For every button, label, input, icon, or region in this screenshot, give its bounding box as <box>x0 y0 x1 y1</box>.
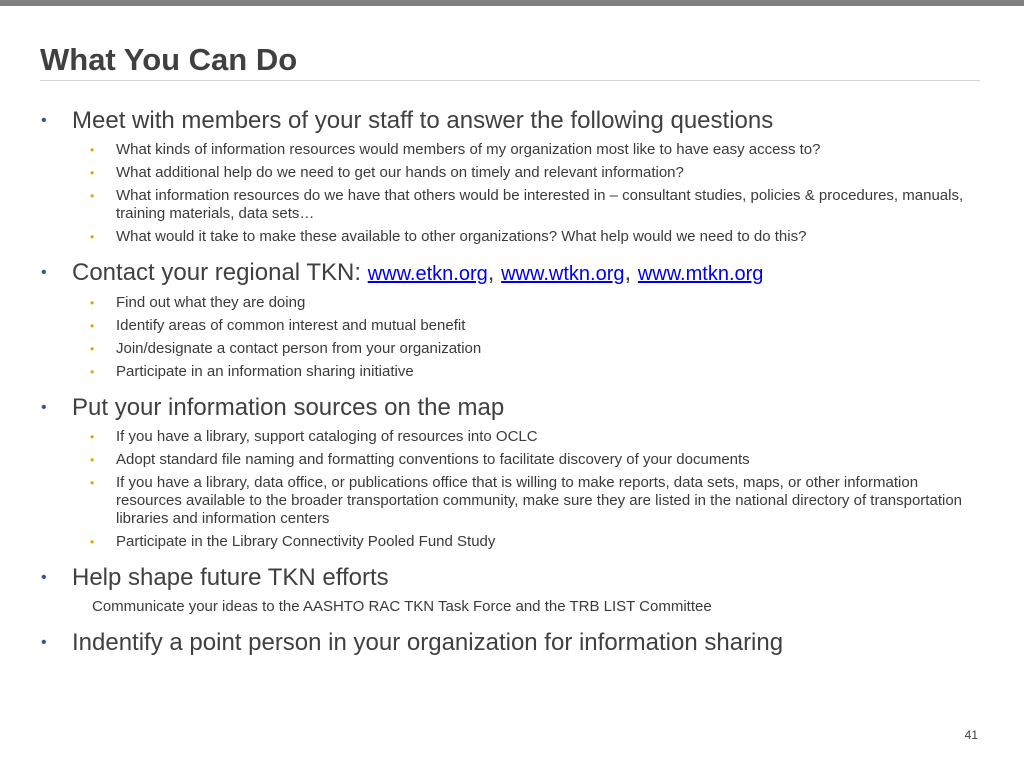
slide-title: What You Can Do <box>40 42 298 77</box>
bullet-icon: • <box>90 453 95 467</box>
sub-bullet <box>40 533 980 551</box>
sub-bullet-text: Adopt standard file naming and formatting conventions to facilitate discovery of your documents <box>116 451 750 468</box>
bullet-text: Contact your regional TKN: <box>72 259 368 286</box>
sub-bullet <box>40 451 980 469</box>
sub-bullet <box>40 474 980 528</box>
sub-bullet <box>40 428 980 446</box>
link-etkn[interactable]: www.etkn.org <box>367 263 488 285</box>
bullet-icon: • <box>41 264 47 281</box>
sub-bullet-text: If you have a library, data office, or publications office that is willing to make reports, data sets, maps, or other information resources available to the broader transportation community, make sure they are listed in the national directory of transportation libraries and information centers <box>116 474 962 527</box>
sub-bullet <box>40 164 980 182</box>
sub-bullet <box>40 187 980 223</box>
sub-note: Communicate your ideas to the AASHTO RAC TKN Task Force and the TRB LIST Committee <box>92 598 712 615</box>
bullet-put-sources-on-map <box>40 393 980 423</box>
bullet-icon: • <box>41 569 47 586</box>
bullet-icon: • <box>90 319 95 333</box>
bullet-help-shape-tkn <box>40 563 980 593</box>
bullet-text: Meet with members of your staff to answer the following questions <box>72 107 774 134</box>
bullet-icon: • <box>41 399 47 416</box>
bullet-point-person <box>40 628 980 658</box>
sub-bullet <box>40 294 980 312</box>
bullet-icon: • <box>90 535 95 549</box>
bullet-icon: • <box>90 166 95 180</box>
sub-bullet-text: Identify areas of common interest and mutual benefit <box>116 317 466 334</box>
link-wtkn[interactable]: www.wtkn.org <box>501 263 625 285</box>
bullet-icon: • <box>90 476 95 490</box>
bullet-text: Help shape future TKN efforts <box>72 564 389 591</box>
sub-bullet-text: What would it take to make these available to other organizations? What help would we need to do this? <box>116 228 807 245</box>
bullet-icon: • <box>90 296 95 310</box>
title-divider <box>40 80 980 81</box>
sub-bullet-text: Participate in the Library Connectivity Pooled Fund Study <box>116 533 496 550</box>
bullet-text: Put your information sources on the map <box>72 394 505 421</box>
link-mtkn[interactable]: www.mtkn.org <box>637 263 764 285</box>
page-number: 41 <box>964 728 978 742</box>
sub-bullet-text: What kinds of information resources would members of my organization most like to have easy access to? <box>116 141 821 158</box>
sub-bullet-text: What information resources do we have that others would be interested in – consultant studies, policies & procedures, manuals, training materials, data sets… <box>116 187 964 222</box>
bullet-icon: • <box>90 365 95 379</box>
bullet-icon: • <box>90 189 95 203</box>
sub-bullet-text: Find out what they are doing <box>116 294 306 311</box>
sub-bullet <box>40 317 980 335</box>
bullet-icon: • <box>41 634 47 651</box>
sub-bullet-text: Join/designate a contact person from your organization <box>116 340 482 357</box>
bullet-icon: • <box>90 230 95 244</box>
sub-bullet <box>40 363 980 381</box>
bullet-meet-staff <box>40 106 980 136</box>
bullet-icon: • <box>90 143 95 157</box>
sub-bullet <box>40 228 980 246</box>
sub-bullet-text: Participate in an information sharing initiative <box>116 363 414 380</box>
sub-bullet <box>40 141 980 159</box>
sub-bullet-text: What additional help do we need to get our hands on timely and relevant information? <box>116 164 684 181</box>
bullet-contact-tkn: • Contact your regional TKN: www.etkn.org, www.wtkn.org, www.mtkn.org <box>41 259 764 286</box>
bullet-icon: • <box>90 342 95 356</box>
sub-bullet <box>40 340 980 358</box>
bullet-icon: • <box>41 112 47 129</box>
bullet-text: Indentify a point person in your organization for information sharing <box>72 629 784 656</box>
slide-content <box>40 106 980 658</box>
bullet-icon: • <box>90 430 95 444</box>
top-bar <box>0 0 1024 6</box>
sub-bullet-text: If you have a library, support cataloging of resources into OCLC <box>116 428 538 445</box>
